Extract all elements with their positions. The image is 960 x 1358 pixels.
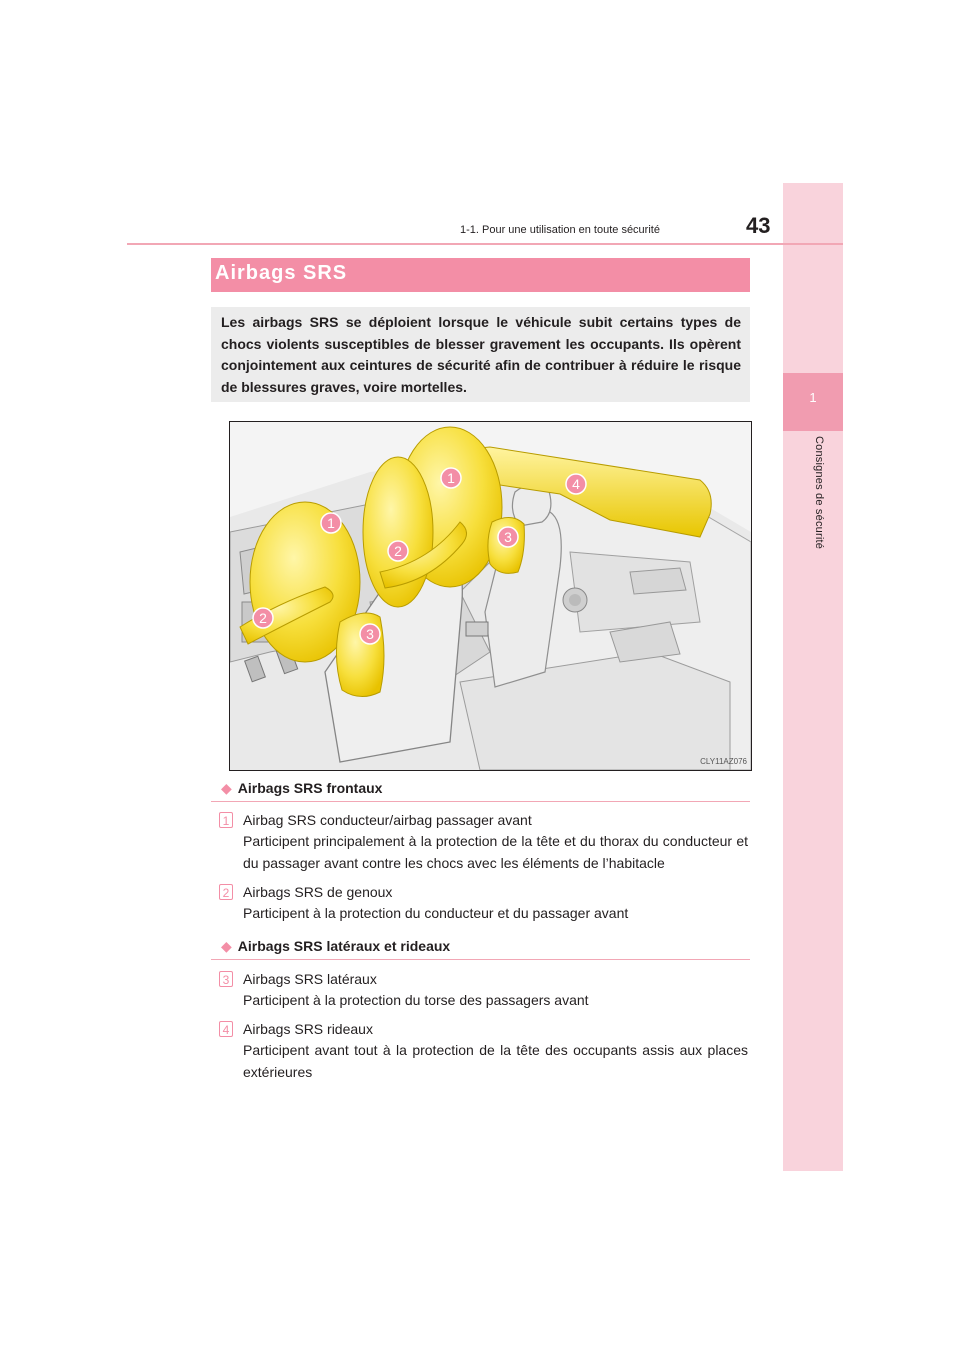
section-heading-side-curtain [221,938,450,955]
callout-label: 4 [572,476,580,492]
section-heading-text: Airbags SRS frontaux [237,780,383,796]
item-title: Airbags SRS rideaux [243,1021,373,1037]
item-description: Participent avant tout à la protection de la tête des occupants assis aux places extérieures [243,1042,748,1080]
callout-label: 1 [327,515,335,531]
callout-3-passenger [498,527,518,547]
page-title: Airbags SRS [215,262,348,284]
callout-label: 1 [447,470,455,486]
item-description: Participent à la protection du conducteur et du passager avant [243,905,629,921]
callout-label: 3 [366,626,374,642]
diamond-icon: ◆ [221,938,232,954]
item-title: Airbags SRS de genoux [243,884,393,900]
item-number-badge: 2 [219,884,233,900]
callout-2-passenger [388,541,408,561]
callout-label: 2 [394,543,402,559]
callout-1-driver [321,513,341,533]
callout-4-curtain [566,474,586,494]
section-heading-text: Airbags SRS latéraux et rideaux [237,938,451,954]
chapter-number: 1 [809,390,817,405]
section-heading-frontal [221,780,382,797]
callout-1-passenger [441,468,461,488]
callout-label: 3 [504,529,512,545]
callout-3-driver [360,624,380,644]
section-rule [211,959,750,960]
section-rule [211,801,750,802]
side-tab [783,183,843,373]
callout-label: 2 [259,610,267,626]
callout-2-driver [253,608,273,628]
intro-text: Les airbags SRS se déploient lorsque le véhicule subit certains types de chocs violents susceptibles de blesser gravement les occupants. Ils opèrent conjointement aux ceintures de sécurité afin de contribuer à réduire le risque de blessures graves, voire mortelles. [221,314,741,395]
diamond-icon: ◆ [221,780,232,796]
item-number-badge: 1 [219,812,233,828]
item-number-badge: 4 [219,1021,233,1037]
page-number: 43 [746,213,771,238]
item-description: Participent principalement à la protection de la tête et du thorax du conducteur et du passager avant contre les chocs avec les éléments de l’habitacle [243,833,748,871]
item-title: Airbags SRS latéraux [243,971,377,987]
chapter-title: Consignes de sécurité [813,436,825,550]
item-title: Airbag SRS conducteur/airbag passager avant [243,812,532,828]
airbag-illustration [229,421,752,771]
header-section-title: 1-1. Pour une utilisation en toute sécurité [460,224,660,236]
item-description: Participent à la protection du torse des passagers avant [243,992,589,1008]
figure-code: CLY11AZ076 [700,757,747,766]
header-rule [127,243,843,245]
car-interior-drawing [230,422,751,770]
item-number-badge: 3 [219,971,233,987]
